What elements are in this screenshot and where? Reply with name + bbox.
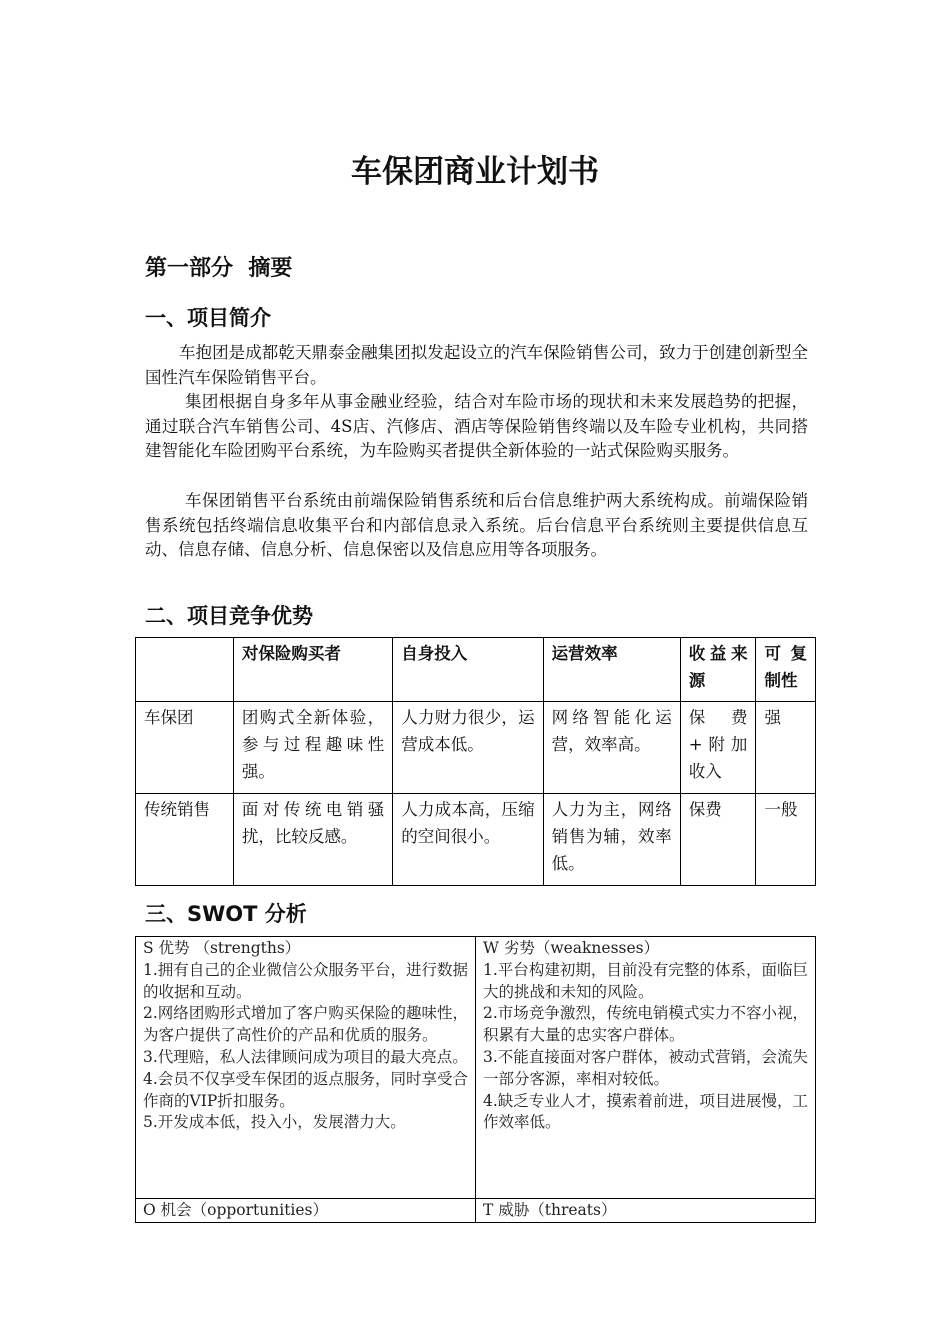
table-cell: 人力财力很少，运营成本低。 [393, 702, 543, 794]
table-header-cell: 运营效率 [543, 638, 680, 702]
list-item: 1.拥有自己的企业微信公众服务平台，进行数据的收据和互动。 [143, 960, 468, 1001]
part-heading: 第一部分 摘要 [145, 256, 293, 281]
swot-row-sw [136, 937, 816, 1199]
table-header-cell: 可复制性 [756, 638, 816, 702]
section3-heading: 三、SWOT 分析 [145, 902, 307, 926]
intro-paragraph-3: 车保团销售平台系统由前端保险销售系统和后台信息维护两大系统构成。前端保险销售系统包括终端信息收集平台和内部信息录入系统。后台信息平台系统则主要提供信息互动、信息存储、信息分析、信息保密以及信息应用等各项服务。 [145, 491, 808, 559]
swot-threats-cell [476, 1199, 816, 1223]
list-item: 3.代理赔，私人法律顾问成为项目的最大亮点。 [143, 1047, 468, 1066]
swot-table [135, 936, 816, 1223]
swot-strengths-cell [136, 937, 476, 1199]
table-cell: 保费 [680, 794, 756, 886]
section1-heading: 一、项目简介 [145, 306, 271, 330]
table-cell: 面对传统电销骚扰，比较反感。 [233, 794, 392, 886]
table-cell: 一般 [756, 794, 816, 886]
list-item: 2.网络团购形式增加了客户购买保险的趣味性，为客户提供了高性价的产品和优质的服务。 [143, 1004, 468, 1045]
table-header-cell: 自身投入 [393, 638, 543, 702]
swot-strengths-heading: S 优势 （strengths） [143, 939, 301, 957]
table-cell: 人力为主，网络销售为辅，效率低。 [543, 794, 680, 886]
intro-paragraph-1: 车抱团是成都乾天鼎泰金融集团拟发起设立的汽车保险销售公司，致力于创建创新型全国性汽车保险销售平台。 [145, 343, 808, 387]
swot-weaknesses-cell [476, 937, 816, 1199]
table-cell: 网络智能化运营，效率高。 [543, 702, 680, 794]
list-item: 1.平台构建初期，目前没有完整的体系，面临巨大的挑战和未知的风险。 [483, 960, 808, 1001]
table-row [136, 702, 816, 794]
document-title: 车保团商业计划书 [351, 154, 599, 190]
list-item: 4.缺乏专业人才，摸索着前进，项目进展慢，工作效率低。 [483, 1091, 808, 1132]
list-item: 3.不能直接面对客户群体，被动式营销，会流失一部分客源，率相对较低。 [483, 1047, 808, 1088]
table-row [136, 794, 816, 886]
table-cell: 人力成本高，压缩的空间很小。 [393, 794, 543, 886]
table-cell: 团购式全新体验，参与过程趣味性强。 [233, 702, 392, 794]
swot-threats-heading: T 威胁（threats） [483, 1201, 617, 1219]
competition-table [135, 637, 816, 886]
intro-paragraph-2: 集团根据自身多年从事金融业经验，结合对车险市场的现状和未来发展趋势的把握，通过联合汽车销售公司、4S店、汽修店、酒店等保险销售终端以及车险专业机构，共同搭建智能化车险团购平台系统，为车险购买者提供全新体验的一站式保险购买服务。 [145, 392, 808, 460]
table-header-cell: 收益来源 [680, 638, 756, 702]
list-item: 4.会员不仅享受车保团的返点服务，同时享受合作商的VIP折扣服务。 [143, 1069, 468, 1110]
table-cell: 传统销售 [136, 794, 234, 886]
section2-heading: 二、项目竞争优势 [145, 604, 313, 628]
table-header-cell: 对保险购买者 [233, 638, 392, 702]
swot-weaknesses-heading: W 劣势（weaknesses） [483, 939, 660, 957]
swot-row-ot [136, 1199, 816, 1223]
table-cell: 车保团 [136, 702, 234, 794]
swot-opportunities-cell [136, 1199, 476, 1223]
table-cell: 保费+附加收入 [680, 702, 756, 794]
table-header-cell [136, 638, 234, 702]
table-header-row [136, 638, 816, 702]
swot-opportunities-heading: O 机会（opportunities） [143, 1201, 329, 1219]
table-cell: 强 [756, 702, 816, 794]
list-item: 2.市场竞争激烈，传统电销模式实力不容小视，积累有大量的忠实客户群体。 [483, 1004, 808, 1045]
list-item: 5.开发成本低，投入小，发展潜力大。 [143, 1113, 406, 1132]
